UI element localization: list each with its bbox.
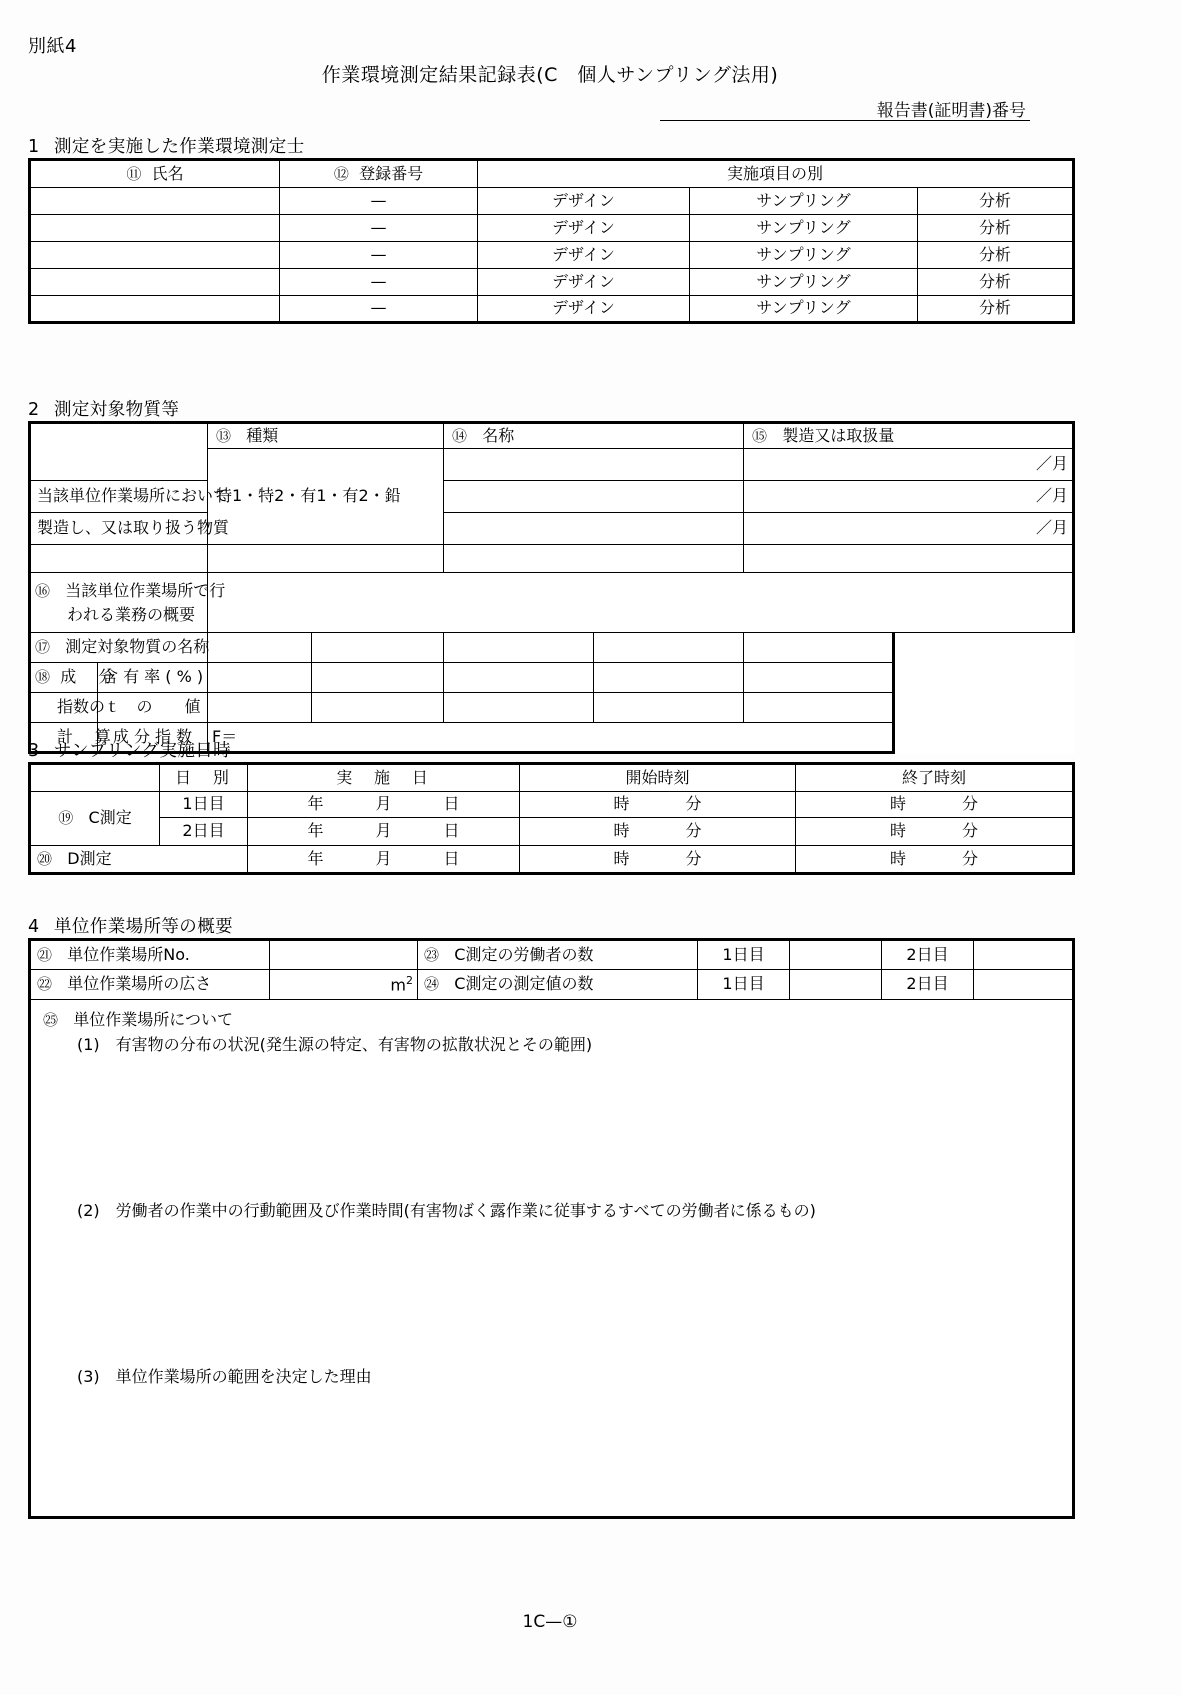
item-analysis-cell[interactable]: 分析 <box>918 269 1074 296</box>
workplace-area-mark: ㉒ <box>37 975 53 994</box>
work-outline-row <box>30 573 1074 633</box>
report-number-input-line[interactable] <box>660 120 1030 121</box>
month-label: 月 <box>375 821 392 841</box>
name-mark: ⑭ <box>452 426 468 445</box>
substance-row-filler <box>30 545 1074 573</box>
content-rate-cell-5[interactable] <box>744 663 894 693</box>
attachment-label: 別紙4 <box>28 36 77 57</box>
hour-label: 時 <box>889 821 906 841</box>
page-title: 作業環境測定結果記録表(C 個人サンプリング法用) <box>321 64 779 86</box>
measurer-regno-cell[interactable]: — <box>280 188 478 215</box>
target-name-row <box>30 633 1074 663</box>
item-design-cell[interactable]: デザイン <box>478 188 690 215</box>
c-measure-label: C測定 <box>88 808 132 828</box>
substance-row-3 <box>30 513 1074 545</box>
content-rate-cell-2[interactable] <box>312 663 444 693</box>
area-unit-exponent: 2 <box>406 973 413 987</box>
section-3-number: 3 <box>28 741 40 761</box>
kind-value-cell[interactable]: 特1・特2・有1・有2・鉛 <box>208 449 444 545</box>
content-rate-cell-1[interactable] <box>208 663 312 693</box>
composition-line1: 成 分 <box>60 667 117 687</box>
target-name-cell-1[interactable] <box>208 633 312 663</box>
measurer-regno-cell[interactable]: — <box>280 269 478 296</box>
workers-count-label: C測定の労働者の数 <box>454 944 594 964</box>
item-design-cell[interactable]: デザイン <box>478 242 690 269</box>
table-row <box>30 188 1074 215</box>
values-day1-value[interactable] <box>790 970 882 1000</box>
workplace-no-value-cell[interactable] <box>270 940 418 970</box>
item-analysis-cell[interactable]: 分析 <box>918 215 1074 242</box>
workers-count-label-cell <box>418 940 698 970</box>
sampling-blank-header <box>30 764 160 792</box>
regno-mark: ⑫ <box>333 164 349 183</box>
work-outline-value-cell[interactable] <box>208 573 1074 633</box>
hour-label: 時 <box>889 794 906 814</box>
d-end-cell[interactable] <box>796 846 1074 874</box>
c-measurement-day1-row <box>30 792 1074 818</box>
workers-day1-label: 1日目 <box>698 940 790 970</box>
substance-rowhead-mid2 <box>30 513 230 545</box>
name-header <box>444 423 744 449</box>
measurer-regno-cell[interactable]: — <box>280 296 478 323</box>
work-outline-label-cell <box>30 573 226 633</box>
substance-rowhead-text-2: 製造し、又は取り扱う物質 <box>37 518 230 538</box>
substance-name-cell[interactable] <box>444 481 744 513</box>
amount-header <box>744 423 1074 449</box>
year-label: 年 <box>307 821 324 841</box>
work-outline-line1: 当該単位作業場所で行 <box>65 580 226 600</box>
workers-day1-value[interactable] <box>790 940 882 970</box>
values-day1-label: 1日目 <box>698 970 790 1000</box>
target-name-label: 測定対象物質の名称 <box>65 637 210 657</box>
workplace-area-value-cell[interactable] <box>270 970 418 1000</box>
c-day2-end-cell[interactable] <box>796 818 1074 846</box>
name-label: 氏名 <box>151 163 184 183</box>
t-value-cell-2[interactable] <box>312 693 444 723</box>
c-day2-date-cell[interactable] <box>248 818 520 846</box>
workplace-no-label-cell <box>30 940 270 970</box>
regno-label: 登録番号 <box>359 163 424 183</box>
t-value-cell-3[interactable] <box>444 693 594 723</box>
minute-label: 分 <box>962 848 979 868</box>
minute-label: 分 <box>962 821 979 841</box>
substance-rowhead-bottom <box>30 545 208 573</box>
section-4-heading <box>28 913 233 938</box>
measurer-regno-cell[interactable]: — <box>280 242 478 269</box>
substance-name-cell[interactable] <box>444 513 744 545</box>
table-row <box>30 296 1074 323</box>
composition-label-cell-1 <box>30 663 117 693</box>
about-item-3: (3) 単位作業場所の範囲を決定した理由 <box>77 1367 372 1387</box>
kind-mark: ⑬ <box>216 426 232 445</box>
d-measurement-row <box>30 846 1074 874</box>
substance-rowhead-text-1: 当該単位作業場所において <box>37 486 230 506</box>
day-header: 日 別 <box>160 764 248 792</box>
sampling-datetime-table <box>28 762 1075 875</box>
t-value-row <box>30 693 1074 723</box>
t-value-cell-4[interactable] <box>594 693 744 723</box>
composition-index-label: 成 分 指 数 <box>98 723 208 753</box>
day2-label: 2日目 <box>160 818 248 846</box>
section-3-title: サンプリング実施日時 <box>54 741 232 761</box>
name-filler-cell <box>444 545 744 573</box>
measurer-regno-cell[interactable]: — <box>280 215 478 242</box>
year-label: 年 <box>307 794 324 814</box>
about-item-1-answer-area[interactable] <box>41 1054 1064 1202</box>
day-label: 日 <box>443 794 460 814</box>
hour-label: 時 <box>613 848 630 868</box>
item-design-cell[interactable]: デザイン <box>478 215 690 242</box>
target-name-mark: ⑰ <box>35 638 51 657</box>
item-sampling-cell[interactable]: サンプリング <box>690 269 918 296</box>
about-item-1: (1) 有害物の分布の状況(発生源の特定、有害物の拡散状況とその範囲) <box>77 1034 593 1054</box>
workplace-about-label: 単位作業場所について <box>73 1010 233 1030</box>
minute-label: 分 <box>685 821 702 841</box>
measurer-name-cell[interactable] <box>30 215 280 242</box>
c-day1-start-cell[interactable] <box>520 792 796 818</box>
item-sampling-cell[interactable]: サンプリング <box>690 215 918 242</box>
values-day2-label: 2日目 <box>882 970 974 1000</box>
target-name-cell-3[interactable] <box>444 633 594 663</box>
composition-label-cell-2 <box>30 693 106 723</box>
item-design-cell[interactable]: デザイン <box>478 269 690 296</box>
substance-row-2 <box>30 481 1074 513</box>
area-unit: m <box>390 974 406 994</box>
month-label: 月 <box>375 848 392 868</box>
measurer-name-cell[interactable] <box>30 296 280 323</box>
workplace-area-row <box>30 970 1074 1000</box>
hour-label: 時 <box>613 794 630 814</box>
measurer-name-cell[interactable] <box>30 242 280 269</box>
year-label: 年 <box>307 848 324 868</box>
minute-label: 分 <box>685 848 702 868</box>
values-count-label: C測定の測定値の数 <box>454 974 594 994</box>
content-rate-label: 含 有 率 ( % ) <box>98 663 208 693</box>
target-name-cell-5[interactable] <box>744 633 894 663</box>
composition-mark: ⑱ <box>35 668 51 687</box>
f-value-cell[interactable]: F＝ <box>208 723 894 753</box>
substance-rowhead-mid <box>30 481 230 513</box>
item-analysis-cell[interactable]: 分析 <box>918 296 1074 323</box>
month-label: 月 <box>375 794 392 814</box>
c-measure-mark: ⑲ <box>58 809 74 828</box>
section-3-heading <box>28 737 231 762</box>
measurer-name-cell[interactable] <box>30 269 280 296</box>
workplace-area-label-cell <box>30 970 270 1000</box>
workplace-about-mark: ㉕ <box>43 1011 59 1030</box>
substance-amount-cell[interactable]: ／月 <box>744 513 1074 545</box>
content-rate-row <box>30 663 1074 693</box>
target-name-cell-4[interactable] <box>594 633 744 663</box>
name-mark: ⑪ <box>126 164 142 183</box>
measurers-table <box>28 158 1075 324</box>
section-1-heading <box>28 133 305 158</box>
section-1-number: 1 <box>28 137 40 157</box>
kind-filler-cell <box>208 545 444 573</box>
col-name-header <box>30 160 280 188</box>
about-item-3-answer-area[interactable] <box>41 1387 1064 1507</box>
d-measure-label-cell <box>30 846 248 874</box>
substance-amount-cell[interactable]: ／月 <box>744 481 1074 513</box>
work-outline-line2: われる業務の概要 <box>67 604 196 624</box>
page-footer: 1C—① <box>522 1612 578 1632</box>
item-analysis-cell[interactable]: 分析 <box>918 242 1074 269</box>
workers-day2-value[interactable] <box>974 940 1074 970</box>
c-day1-date-cell[interactable] <box>248 792 520 818</box>
item-sampling-cell[interactable]: サンプリング <box>690 188 918 215</box>
workplace-no-row <box>30 940 1074 970</box>
content-rate-cell-4[interactable] <box>594 663 744 693</box>
d-measure-mark: ⑳ <box>37 849 53 868</box>
kind-header <box>208 423 444 449</box>
d-start-cell[interactable] <box>520 846 796 874</box>
target-name-cell-2[interactable] <box>312 633 444 663</box>
section-1-title: 測定を実施した作業環境測定士 <box>54 137 305 157</box>
minute-label: 分 <box>962 794 979 814</box>
day-label: 日 <box>443 821 460 841</box>
amount-filler-cell <box>744 545 1074 573</box>
workers-day2-label: 2日目 <box>882 940 974 970</box>
c-day1-end-cell[interactable] <box>796 792 1074 818</box>
table-row <box>30 269 1074 296</box>
kind-label: 種類 <box>246 425 279 445</box>
workers-count-mark: ㉓ <box>424 945 440 964</box>
name-label: 名称 <box>482 425 515 445</box>
values-day2-value[interactable] <box>974 970 1074 1000</box>
composition-line2: 指数の <box>57 697 106 717</box>
substances-header-row <box>30 423 1074 449</box>
values-count-label-cell <box>418 970 698 1000</box>
section-4-title: 単位作業場所等の概要 <box>54 917 233 937</box>
composition-line3: 計 算 <box>57 726 114 746</box>
col-regno-header <box>280 160 478 188</box>
workplace-overview-table <box>28 938 1075 1519</box>
item-design-cell[interactable]: デザイン <box>478 296 690 323</box>
workplace-about-title <box>41 1011 1064 1029</box>
workplace-about-cell[interactable] <box>30 1000 1074 1518</box>
table-row <box>30 215 1074 242</box>
about-item-2-answer-area[interactable] <box>41 1220 1064 1368</box>
item-sampling-cell[interactable]: サンプリング <box>690 296 918 323</box>
workplace-about-row <box>30 1000 1074 1518</box>
hour-label: 時 <box>889 848 906 868</box>
target-substances-table <box>28 421 1075 754</box>
section-2-heading <box>28 396 179 421</box>
c-measure-label-cell <box>30 792 160 846</box>
minute-label: 分 <box>685 794 702 814</box>
item-analysis-cell[interactable]: 分析 <box>918 188 1074 215</box>
table-row <box>30 242 1074 269</box>
substance-rowhead-top <box>30 423 208 481</box>
c-day2-start-cell[interactable] <box>520 818 796 846</box>
content-rate-cell-3[interactable] <box>444 663 594 693</box>
workplace-area-label: 単位作業場所の広さ <box>67 974 212 994</box>
workplace-no-label: 単位作業場所No. <box>67 944 190 964</box>
amount-mark: ⑮ <box>752 426 768 445</box>
c-measurement-day2-row <box>30 818 1074 846</box>
section-4-number: 4 <box>28 917 40 937</box>
day1-label: 1日目 <box>160 792 248 818</box>
amount-label: 製造又は取扱量 <box>782 425 895 445</box>
values-count-mark: ㉔ <box>424 975 440 994</box>
target-name-label-cell <box>30 633 208 663</box>
section-2-title: 測定対象物質等 <box>54 400 180 420</box>
start-time-header: 開始時刻 <box>520 764 796 792</box>
about-item-2: (2) 労働者の作業中の行動範囲及び作業時間(有害物ばく露作業に従事するすべての労働者に係るもの) <box>77 1201 816 1220</box>
sampling-header-row <box>30 764 1074 792</box>
t-value-cell-5[interactable] <box>744 693 894 723</box>
item-sampling-cell[interactable]: サンプリング <box>690 242 918 269</box>
d-measure-label: D測定 <box>67 848 112 868</box>
col-items-header: 実施項目の別 <box>478 160 1074 188</box>
substance-amount-cell[interactable]: ／月 <box>744 449 1074 481</box>
work-outline-mark: ⑯ <box>35 581 51 600</box>
substance-name-cell[interactable] <box>444 449 744 481</box>
day-label: 日 <box>443 848 460 868</box>
t-value-cell-1[interactable] <box>208 693 312 723</box>
table-header-row <box>30 160 1074 188</box>
workplace-no-mark: ㉑ <box>37 945 53 964</box>
hour-label: 時 <box>613 821 630 841</box>
section-2-number: 2 <box>28 400 40 420</box>
t-value-label: ｔ の 値 <box>98 693 208 723</box>
d-date-cell[interactable] <box>248 846 520 874</box>
end-time-header: 終了時刻 <box>796 764 1074 792</box>
date-header: 実 施 日 <box>248 764 520 792</box>
measurer-name-cell[interactable] <box>30 188 280 215</box>
report-number-label: 報告書(証明書)番号 <box>876 101 1026 121</box>
